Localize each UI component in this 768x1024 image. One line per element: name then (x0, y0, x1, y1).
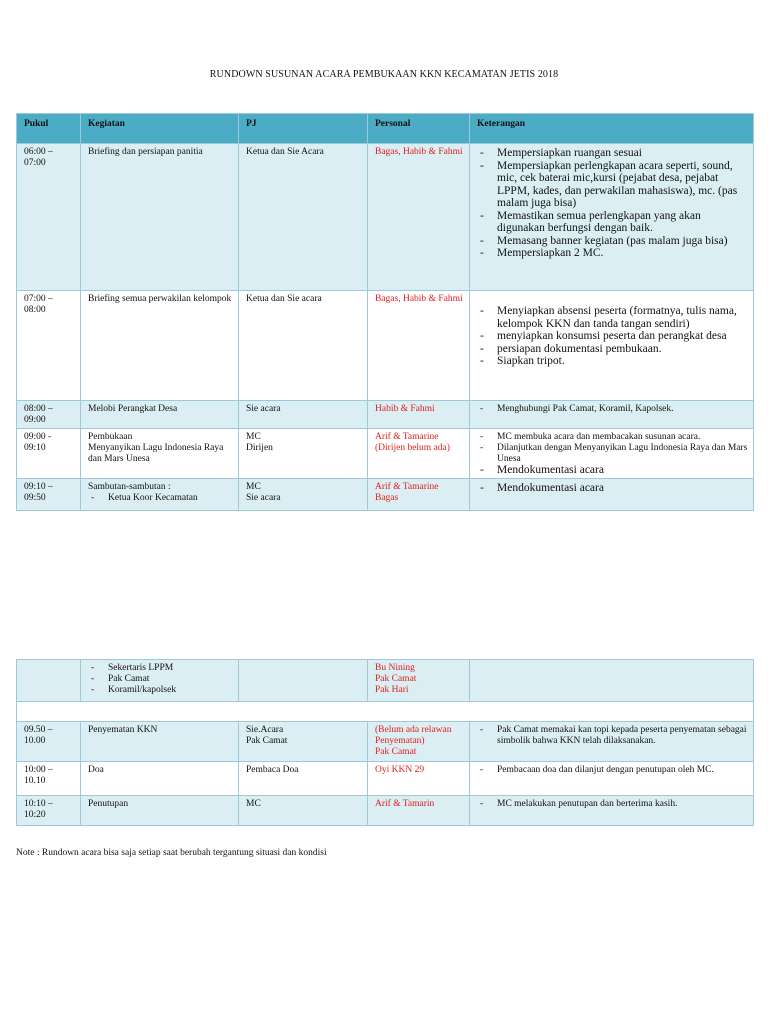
table-row (17, 429, 754, 479)
footnote: Note : Rundown acara bisa saja setiap saat berubah tergantung situasi dan kondisi (16, 848, 327, 858)
cell-keterangan (470, 401, 754, 429)
list-item: - Mempersiapkan perlengkapan acara seperti, sound, mic, cek baterai mic,kursi (pejabat desa, pejabat LPPM, kades, dan perwakilan mahasiswa), mc. (pas malam juga bisa) (477, 160, 748, 210)
header-pukul: Pukul (17, 114, 81, 144)
list-item: - Mempersiapkan 2 MC. (477, 247, 748, 260)
list-item: - MC melakukan penutupan dan berterima kasih. (477, 799, 748, 810)
header-keterangan: Keterangan (470, 114, 754, 144)
list-item: - Siapkan tripot. (477, 355, 748, 368)
list-item: - Memasang banner kegiatan (pas malam juga bisa) (477, 235, 748, 248)
cell-keterangan (470, 479, 754, 511)
list-item: - Menghubungi Pak Camat, Koramil, Kapolsek. (477, 404, 748, 415)
cell-time: 10:00 – 10.10 (17, 762, 81, 796)
cell-personal: Bagas, Habib & Fahmi (368, 291, 470, 401)
cell-keterangan (470, 796, 754, 826)
cell-time: 10:10 – 10:20 (17, 796, 81, 826)
cell-pj: Pembaca Doa (239, 762, 368, 796)
cell-keterangan (470, 291, 754, 401)
list-item: - Menyiapkan absensi peserta (formatnya, tulis nama, kelompok KKN dan tanda tangan sendiri) (477, 305, 748, 330)
cell-personal: Arif & Tamarine (Dirijen belum ada) (368, 429, 470, 479)
header-pj: PJ (239, 114, 368, 144)
document-title: RUNDOWN SUSUNAN ACARA PEMBUKAAN KKN KECAMATAN JETIS 2018 (209, 69, 559, 80)
cell-kegiatan: Pembukaan Menyanyikan Lagu Indonesia Raya dan Mars Unesa (81, 429, 239, 479)
cell-time: 09:00 - 09:10 (17, 429, 81, 479)
list-item: - Memastikan semua perlengkapan yang akan digunakan berfungsi dengan baik. (477, 210, 748, 235)
cell-time: 09:10 – 09:50 (17, 479, 81, 511)
table-row (17, 660, 754, 702)
table-row (17, 796, 754, 826)
cell-keterangan (470, 722, 754, 762)
cell-kegiatan: Penyematan KKN (81, 722, 239, 762)
cell-personal: Habib & Fahmi (368, 401, 470, 429)
cell-personal: (Belum ada relawan Penyematan) Pak Camat (368, 722, 470, 762)
table-row (17, 479, 754, 511)
cell-personal: Bu Nining Pak Camat Pak Hari (368, 660, 470, 702)
table-row (17, 291, 754, 401)
table-row (17, 762, 754, 796)
list-item: - Pak Camat (88, 674, 233, 685)
list-item: - Pembacaan doa dan dilanjut dengan penutupan oleh MC. (477, 765, 748, 776)
cell-keterangan (470, 429, 754, 479)
cell-kegiatan (81, 660, 239, 702)
table-row (17, 401, 754, 429)
list-item: - menyiapkan konsumsi peserta dan perangkat desa (477, 330, 748, 343)
cell-time: 06:00 – 07:00 (17, 144, 81, 291)
header-kegiatan: Kegiatan (81, 114, 239, 144)
cell-time: 07:00 – 08:00 (17, 291, 81, 401)
cell-pj: MC Dirijen (239, 429, 368, 479)
list-item: - Mempersiapkan ruangan sesuai (477, 147, 748, 160)
list-item: - persiapan dokumentasi pembukaan. (477, 343, 748, 356)
cell-pj: MC Sie acara (239, 479, 368, 511)
cell-personal: Bagas, Habib & Fahmi (368, 144, 470, 291)
cell-pj: MC (239, 796, 368, 826)
cell-empty (17, 702, 754, 722)
list-item: - Sekertaris LPPM (88, 663, 233, 674)
list-item: - Koramil/kapolsek (88, 685, 233, 696)
table-row (17, 144, 754, 291)
table-row (17, 722, 754, 762)
cell-kegiatan: Briefing semua perwakilan kelompok (81, 291, 239, 401)
cell-time: 09.50 – 10.00 (17, 722, 81, 762)
cell-personal: Oyi KKN 29 (368, 762, 470, 796)
cell-pj (239, 660, 368, 702)
list-item: - Dilanjutkan dengan Menyanyikan Lagu Indonesia Raya dan Mars Unesa (477, 443, 748, 465)
cell-personal: Arif & Tamarine Bagas (368, 479, 470, 511)
list-item: - Pak Camat memakai kan topi kepada peserta penyematan sebagai simbolik bahwa KKN telah dilaksanakan. (477, 725, 748, 747)
cell-pj: Sie acara (239, 401, 368, 429)
cell-kegiatan: Melobi Perangkat Desa (81, 401, 239, 429)
cell-pj: Sie.Acara Pak Camat (239, 722, 368, 762)
cell-kegiatan: Doa (81, 762, 239, 796)
rundown-table-part-2 (16, 659, 754, 826)
header-personal: Personal (368, 114, 470, 144)
cell-time: 08:00 – 09:00 (17, 401, 81, 429)
cell-kegiatan: Sambutan-sambutan : - Ketua Koor Kecamatan (81, 479, 239, 511)
cell-kegiatan: Briefing dan persiapan panitia (81, 144, 239, 291)
cell-personal: Arif & Tamarin (368, 796, 470, 826)
table-header-row (17, 114, 754, 144)
cell-keterangan (470, 660, 754, 702)
cell-keterangan (470, 762, 754, 796)
rundown-table-part-1 (16, 113, 754, 511)
cell-pj: Ketua dan Sie acara (239, 291, 368, 401)
cell-kegiatan: Penutupan (81, 796, 239, 826)
cell-time (17, 660, 81, 702)
list-item: - Ketua Koor Kecamatan (88, 493, 233, 504)
list-item: - Mendokumentasi acara (477, 482, 748, 495)
table-row (17, 702, 754, 722)
cell-keterangan (470, 144, 754, 291)
cell-pj: Ketua dan Sie Acara (239, 144, 368, 291)
list-item: - MC membuka acara dan membacakan susunan acara. (477, 432, 748, 443)
list-item: - Mendokumentasi acara (477, 465, 748, 476)
